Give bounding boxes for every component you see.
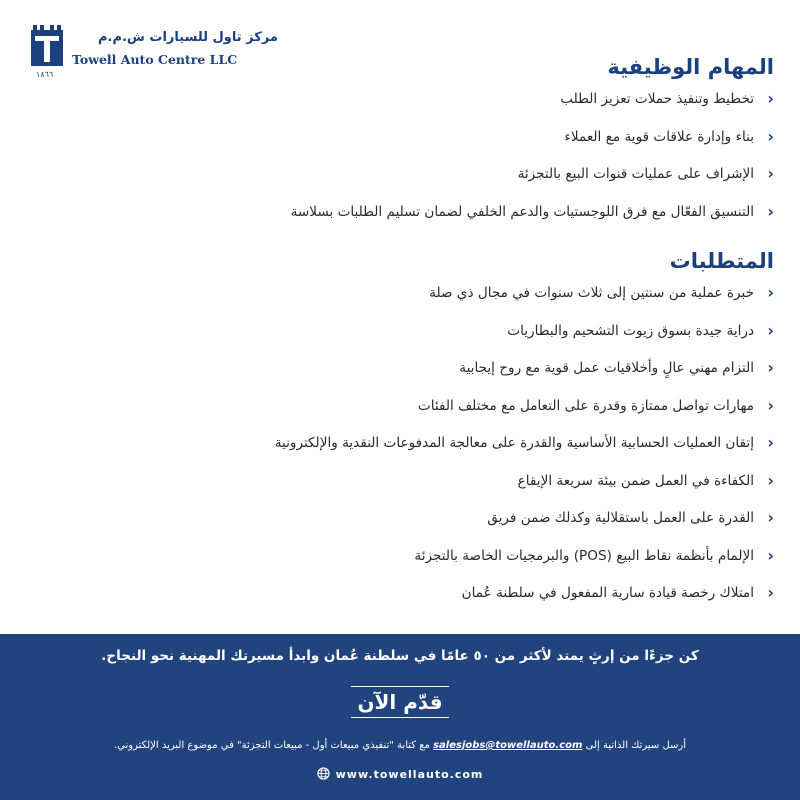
chevron-left-icon: ‹: [767, 470, 774, 490]
list-item: [54, 85, 774, 123]
footer-message: كن جزءًا من إرثٍ يمتد لأكثر من ٥٠ عامًا في سلطنة عُمان وابدأ مسيرتك المهنية نحو النجاح.: [101, 648, 699, 664]
duties-title: المهام الوظيفية: [607, 55, 774, 79]
list-item: [54, 198, 774, 236]
globe-icon: [317, 767, 330, 780]
requirement-text: مهارات تواصل ممتازة وقدرة على التعامل مع مختلف الفئات: [417, 397, 754, 414]
list-item: [54, 317, 774, 355]
apply-now-button[interactable]: قدّم الآن: [351, 686, 448, 718]
logo-year: ١٨٦٦: [36, 70, 54, 79]
duties-list: [54, 85, 774, 235]
chevron-left-icon: ‹: [767, 508, 774, 527]
list-item: [54, 467, 774, 505]
logo-arabic-name: مركز تاول للسيارات ش.م.م: [98, 30, 278, 45]
list-item: [54, 279, 774, 317]
requirements-list: [54, 279, 774, 617]
chevron-left-icon: ‹: [767, 201, 774, 221]
list-item: [54, 579, 774, 617]
chevron-left-icon: ‹: [767, 433, 774, 452]
list-item: [54, 542, 774, 580]
duties-section: [54, 53, 774, 235]
email-link[interactable]: salesjobs@towellauto.com: [433, 740, 583, 751]
requirement-text: القدرة على العمل باستقلالية وكذلك ضمن فريق: [487, 510, 754, 526]
send-suffix: مع كتابة "تنفيذي مبيعات أول - مبيعات التجزئة" في موضوع البريد الإلكتروني.: [113, 740, 430, 751]
chevron-left-icon: ‹: [767, 164, 774, 183]
requirement-text: التزام مهني عالٍ وأخلاقيات عمل قوية مع روح إيجابية: [459, 360, 754, 376]
requirement-text: خبرة عملية من سنتين إلى ثلاث سنوات في مجال ذي صلة: [429, 285, 754, 301]
requirements-title: المتطلبات: [669, 249, 774, 273]
duty-text: التنسيق الفعّال مع فرق اللوجستيات والدعم الخلفي لضمان تسليم الطلبات بسلاسة: [290, 203, 754, 220]
footer-band: [0, 634, 800, 800]
requirement-text: إتقان العمليات الحسابية الأساسية والقدرة على معالجة المدفوعات النقدية والإلكترونية: [274, 435, 754, 451]
chevron-left-icon: ‹: [767, 545, 774, 565]
list-item: [54, 504, 774, 542]
website-row: [0, 767, 800, 781]
chevron-left-icon: ‹: [767, 358, 774, 377]
list-item: [54, 160, 774, 198]
chevron-left-icon: ‹: [767, 583, 774, 602]
chevron-left-icon: ‹: [767, 283, 774, 302]
duty-text: بناء وإدارة علاقات قوية مع العملاء: [564, 128, 754, 145]
duty-text: الإشراف على عمليات قنوات البيع بالتجزئة: [517, 166, 754, 182]
duty-text: تخطيط وتنفيذ حملات تعزيز الطلب: [560, 91, 754, 107]
send-prefix: أرسل سيرتك الذاتية إلى: [585, 740, 687, 751]
chevron-left-icon: ‹: [767, 320, 774, 340]
cta-wrapper: [0, 686, 800, 718]
chevron-left-icon: ‹: [767, 395, 774, 415]
chevron-left-icon: ‹: [767, 126, 774, 146]
requirements-section: [54, 247, 774, 617]
list-item: [54, 392, 774, 430]
logo-english-name: Towell Auto Centre LLC: [72, 52, 238, 67]
list-item: [54, 354, 774, 392]
requirement-text: الكفاءة في العمل ضمن بيئة سريعة الإيقاع: [517, 472, 754, 489]
list-item: [54, 123, 774, 161]
list-item: [54, 429, 774, 467]
requirement-text: الإلمام بأنظمة نقاط البيع (POS) والبرمجيات الخاصة بالتجزئة: [414, 547, 754, 564]
website-link[interactable]: www.towellauto.com: [335, 768, 484, 781]
chevron-left-icon: ‹: [767, 89, 774, 108]
requirement-text: دراية جيدة بسوق زيوت التشحيم والبطاريات: [507, 322, 754, 339]
send-cv-instructions: [0, 740, 800, 751]
requirement-text: امتلاك رخصة قيادة سارية المفعول في سلطنة عُمان: [461, 585, 754, 601]
